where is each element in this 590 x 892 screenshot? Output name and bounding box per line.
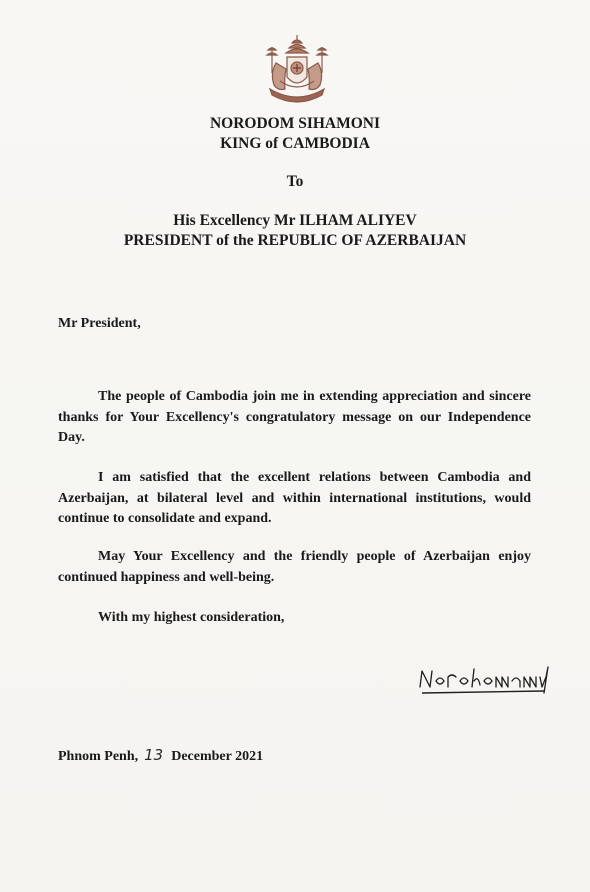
month-year-text: December 2021 [171, 749, 264, 764]
to-label: To [286, 173, 304, 190]
sender-title: KING of CAMBODIA [220, 135, 370, 152]
day-handwritten: 13 [144, 746, 164, 764]
salutation: Mr President, [58, 316, 141, 331]
sender-name: NORODOM SIHAMONI [209, 115, 381, 132]
sender-block [0, 114, 590, 154]
place-text: Phnom Penh, [58, 749, 139, 764]
paragraph-wishes: May Your Excellency and the friendly people of Azerbaijan enjoy continued happiness and well-being. [58, 549, 531, 585]
date-line [58, 745, 263, 767]
paragraph-appreciation: The people of Cambodia join me in extending appreciation and sincere thanks for Your Excellency's congratulatory message on our Independence Day. [58, 389, 531, 445]
recipient-name: His Excellency Mr ILHAM ALIYEV [173, 212, 417, 229]
recipient-block [0, 211, 590, 251]
royal-coat-of-arms-icon [258, 33, 336, 107]
recipient-title: PRESIDENT of the REPUBLIC OF AZERBAIJAN [123, 232, 467, 249]
paragraph-relations: I am satisfied that the excellent relations between Cambodia and Azerbaijan, at bilateral level and within international institutions, would continue to consolidate and expand. [58, 470, 531, 526]
handwritten-signature [416, 663, 556, 699]
closing-line: With my highest consideration, [98, 610, 285, 625]
